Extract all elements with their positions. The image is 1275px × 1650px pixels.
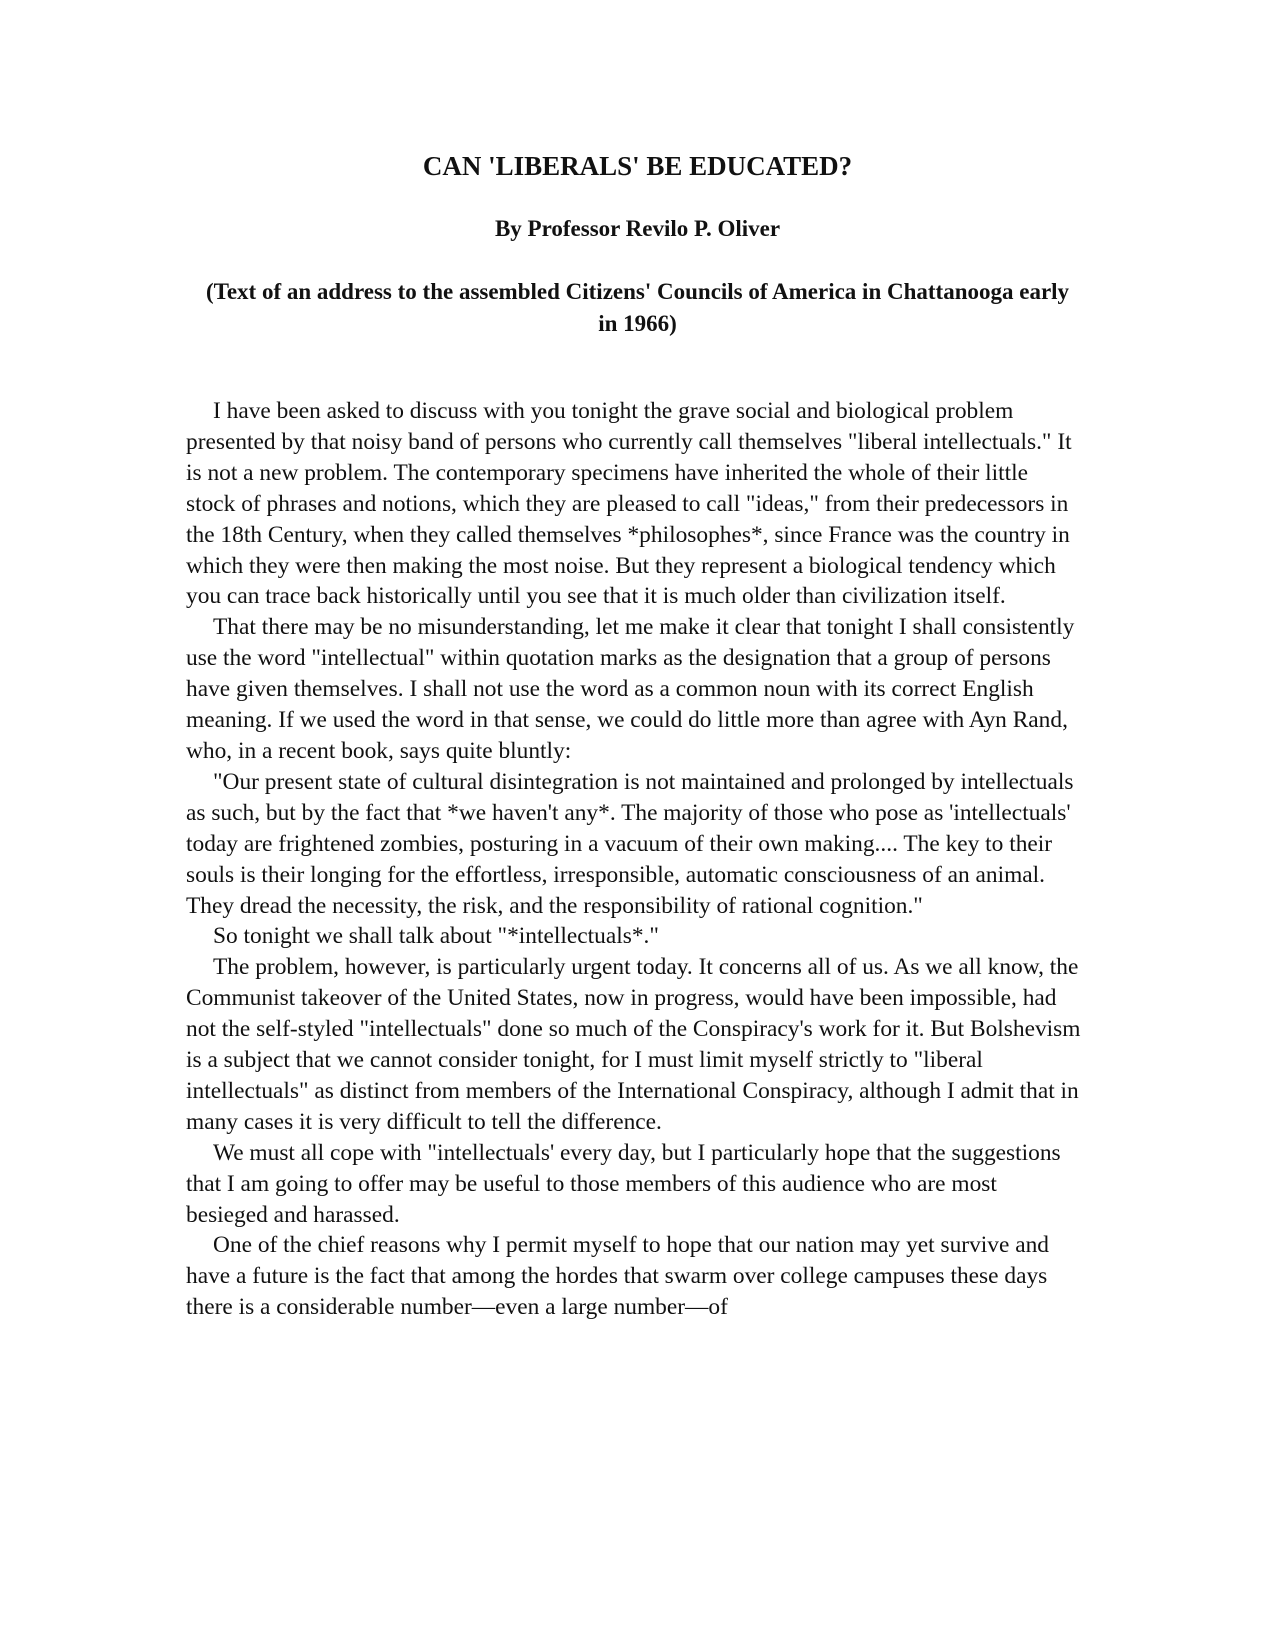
paragraph-1: I have been asked to discuss with you tonight the grave social and biological problem presented by that noisy band of persons who currently call themselves "liberal intellectuals." It is not a new problem. The contemporary specimens have inherited the whole of their little stock of phrases and notions, which they are pleased to call "ideas," from their predecessors in the 18th Century, when they called themselves *philosophes*, since France was the country in which they were then making the most noise. But they represent a biological tendency which you can trace back historically until you see that it is much older than civilization itself. [186,398,1072,610]
paragraph-6: We must all cope with "intellectuals' every day, but I particularly hope that the suggestions that I am going to offer may be useful to those members of this audience who are most besieged and harassed. [186,1139,1061,1228]
document-subtitle: (Text of an address to the assembled Citizens' Councils of America in Chattanooga early in 1966) [205,279,1070,336]
paragraph-3-quote: "Our present state of cultural disintegration is not maintained and prolonged by intellectuals as such, but by the fact that *we haven't any*. The majority of those who pose as 'intellectuals' today are frightened zombies, posturing in a vacuum of their own making.... The key to their souls is their longing for the effortless, irresponsible, automatic consciousness of an animal. They dread the necessity, the risk, and the responsibility of rational cognition." [186,768,1074,919]
document-title: CAN 'LIBERALS' BE EDUCATED? [422,151,853,181]
paragraph-7: One of the chief reasons why I permit myself to hope that our nation may yet survive and have a future is the fact that among the hordes that swarm over college campuses these days there is a considerable number—even a large number—of [186,1232,1049,1321]
paragraph-5: The problem, however, is particularly urgent today. It concerns all of us. As we all know, the Communist takeover of the United States, now in progress, would have been impossible, had not the self-styled "intellectuals" done so much of the Conspiracy's work for it. But Bolshevism is a subject that we cannot consider tonight, for I must limit myself strictly to "liberal intellectuals" as distinct from members of the International Conspiracy, although I admit that in many cases it is very difficult to tell the difference. [186,954,1081,1135]
document-byline: By Professor Revilo P. Oliver [494,216,781,241]
document-body [186,396,1081,1323]
paragraph-4: So tonight we shall talk about "*intellectuals*." [213,923,659,950]
paragraph-2: That there may be no misunderstanding, let me make it clear that tonight I shall consistently use the word "intellectual" within quotation marks as the designation that a group of persons have given themselves. I shall not use the word as a common noun with its correct English meaning. If we used the word in that sense, we could do little more than agree with Ayn Rand, who, in a recent book, says quite bluntly: [186,614,1075,764]
